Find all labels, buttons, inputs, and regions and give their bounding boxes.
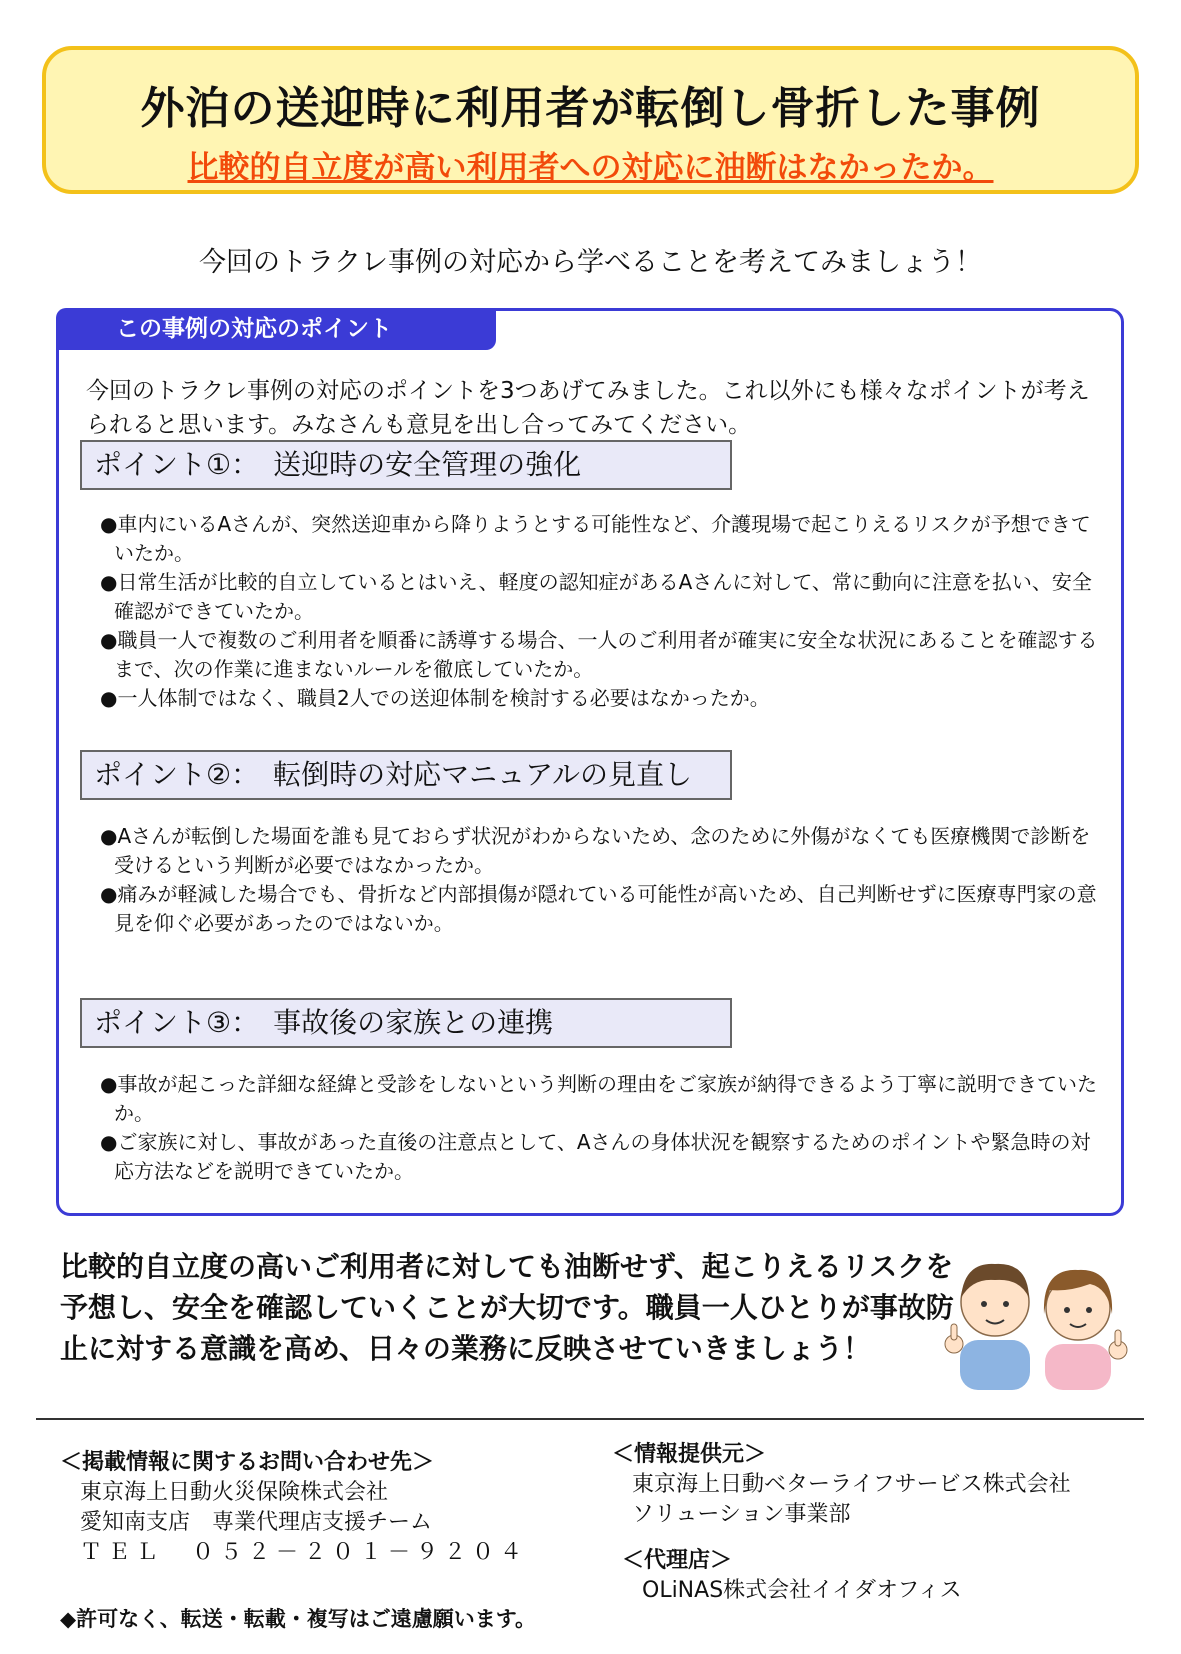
provider-block — [612, 1440, 1071, 1530]
point-2-bullets — [100, 822, 1110, 938]
agency-heading: ＜代理店＞ — [622, 1548, 733, 1573]
provider-heading: ＜情報提供元＞ — [612, 1442, 767, 1467]
contact-block — [60, 1448, 528, 1568]
contact-heading: ＜掲載情報に関するお問い合わせ先＞ — [60, 1450, 435, 1475]
provider-company: 東京海上日動ベターライフサービス株式会社 — [632, 1472, 1071, 1497]
title-box — [42, 46, 1139, 194]
points-section-tab: この事例の対応のポイント — [56, 308, 496, 350]
contact-tel: ＴＥＬ ０５２－２０１－９２０４ — [80, 1540, 529, 1565]
point-1-bullets — [100, 510, 1110, 713]
list-item: ●Aさんが転倒した場面を誰も見ておらず状況がわからないため、念のために外傷がなくても医療機関で診断を受けるという判断が必要ではなかったか。 — [100, 824, 1091, 877]
contact-branch: 愛知南支店 専業代理店支援チーム — [80, 1510, 433, 1535]
point-3-heading: ポイント③： 事故後の家族との連携 — [80, 998, 732, 1048]
male-staff-icon — [945, 1264, 1030, 1390]
footer-divider — [36, 1418, 1144, 1420]
list-item: ●痛みが軽減した場合でも、骨折など内部損傷が隠れている可能性が高いため、自己判断せずに医療専門家の意見を仰ぐ必要があったのではないか。 — [100, 882, 1097, 935]
list-item: ●一人体制ではなく、職員2人での送迎体制を検討する必要はなかったか。 — [100, 686, 770, 710]
agency-name: OLiNAS株式会社イイダオフィス — [642, 1578, 962, 1603]
list-item: ●職員一人で複数のご利用者を順番に誘導する場合、一人のご利用者が確実に安全な状況にあることを確認するまで、次の作業に進まないルールを徹底していたか。 — [100, 628, 1098, 681]
point-2-heading: ポイント②： 転倒時の対応マニュアルの見直し — [80, 750, 732, 800]
list-item: ●車内にいるAさんが、突然送迎車から降りようとする可能性など、介護現場で起こりえるリスクが予想できていたか。 — [100, 512, 1091, 565]
provider-dept: ソリューション事業部 — [632, 1502, 851, 1527]
staff-illustration — [940, 1240, 1130, 1390]
point-3-bullets — [100, 1070, 1110, 1186]
list-item: ●日常生活が比較的自立しているとはいえ、軽度の認知症があるAさんに対して、常に動向に注意を払い、安全確認ができていたか。 — [100, 570, 1092, 623]
page-title: 外泊の送迎時に利用者が転倒し骨折した事例 — [140, 83, 1041, 134]
list-item: ●事故が起こった詳細な経緯と受診をしないという判断の理由をご家族が納得できるよう丁寧に説明できていたか。 — [100, 1072, 1098, 1125]
intro-text: 今回のトラクレ事例の対応から学べることを考えてみましょう！ — [199, 247, 982, 278]
point-1-heading: ポイント①： 送迎時の安全管理の強化 — [80, 440, 732, 490]
agency-block — [622, 1546, 962, 1606]
contact-company: 東京海上日動火災保険株式会社 — [80, 1480, 389, 1505]
female-staff-icon — [1044, 1270, 1127, 1390]
points-lead-text: 今回のトラクレ事例の対応のポイントを3つあげてみました。これ以外にも様々なポイントが考えられると思います。みなさんも意見を出し合ってみてください。 — [86, 378, 1090, 438]
page-subtitle: 比較的自立度が高い利用者への対応に油断はなかったか。 — [187, 150, 994, 186]
closing-message: 比較的自立度の高いご利用者に対しても油断せず、起こりえるリスクを予想し、安全を確認していくことが大切です。職員一人ひとりが事故防止に対する意識を高め、日々の業務に反映させていきましょう！ — [60, 1250, 954, 1365]
list-item: ●ご家族に対し、事故があった直後の注意点として、Aさんの身体状況を観察するためのポイントや緊急時の対応方法などを説明できていたか。 — [100, 1130, 1091, 1183]
copy-notice: ◆許可なく、転送・転載・複写はご遠慮願います。 — [60, 1607, 537, 1631]
